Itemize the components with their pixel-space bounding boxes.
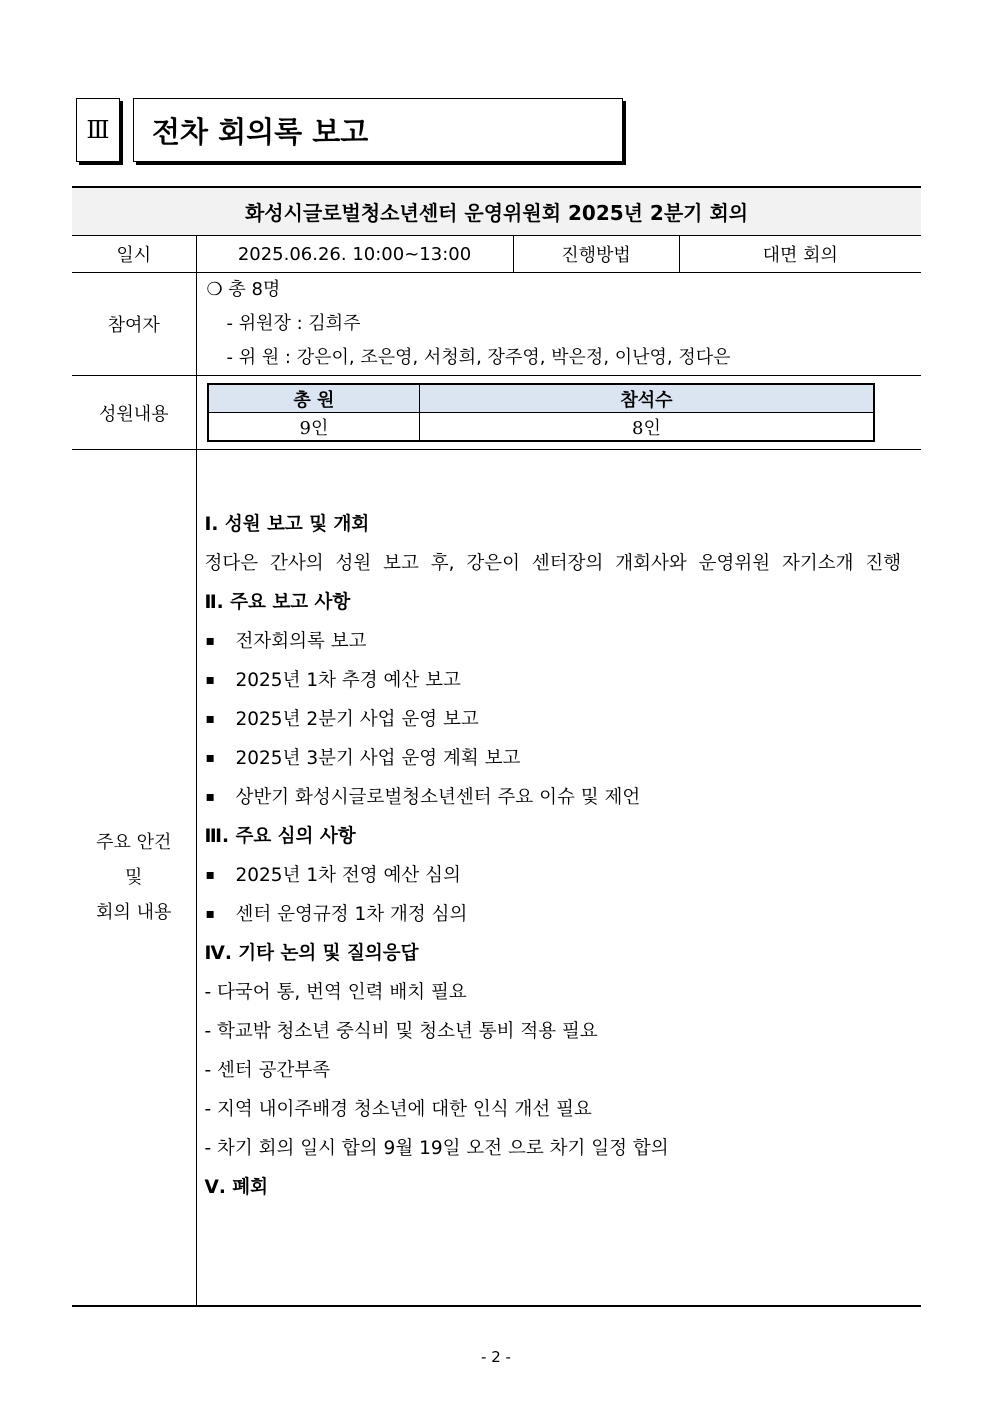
section-3-heading: Ⅲ. 주요 심의 사항 (204, 826, 356, 847)
attendees-row (72, 273, 921, 376)
discussion-item: - 센터 공간부족 (204, 1060, 331, 1081)
section-numeral: Ⅲ (86, 116, 110, 144)
section-2-heading: Ⅱ. 주요 보고 사항 (204, 592, 351, 613)
meeting-title-row (72, 187, 921, 236)
agenda-label-line-2: 및 (125, 866, 143, 888)
page-number: - 2 - (481, 1348, 511, 1366)
quorum-total-header: 총 원 (208, 384, 420, 413)
section-title: 전차 회의록 보고 (152, 114, 369, 149)
agenda-row (72, 450, 921, 1306)
attendees-total: ❍ 총 8명 (206, 279, 281, 300)
agenda-label-line-3: 회의 내용 (96, 901, 172, 923)
attendees-members: - 위 원 : 강은이, 조은영, 서청희, 장주영, 박은정, 이난영, 정다은 (226, 347, 731, 368)
discussion-item: - 학교밖 청소년 중식비 및 청소년 통비 적용 필요 (204, 1021, 598, 1042)
datetime-label: 일시 (72, 236, 196, 273)
datetime-row (72, 236, 921, 273)
section-1-heading: Ⅰ. 성원 보고 및 개회 (204, 514, 370, 535)
section-4-heading: Ⅳ. 기타 논의 및 질의응답 (204, 943, 419, 964)
agenda-content (196, 450, 921, 1306)
discussion-item: - 차기 회의 일시 합의 9월 19일 오전 으로 차기 일정 합의 (204, 1138, 669, 1159)
discussion-item: - 지역 내이주배경 청소년에 대한 인식 개선 필요 (204, 1099, 592, 1120)
attendees-cell (196, 273, 921, 376)
meeting-title: 화성시글로벌청소년센터 운영위원회 2025년 2분기 회의 (72, 187, 921, 236)
method-value: 대면 회의 (679, 236, 921, 273)
report-item: ▪ 상반기 화성시글로벌청소년센터 주요 이슈 및 제언 (205, 778, 914, 817)
quorum-value-row (208, 413, 874, 442)
section-5-heading: Ⅴ. 폐회 (204, 1177, 269, 1198)
attendees-chair: - 위원장 : 김희주 (226, 313, 361, 334)
quorum-label: 성원내용 (72, 376, 196, 450)
report-item: ▪ 2025년 3분기 사업 운영 계획 보고 (205, 739, 914, 778)
quorum-cell (196, 376, 921, 450)
deliberation-item: ▪ 2025년 1차 전영 예산 심의 (205, 856, 914, 895)
quorum-header-row (208, 384, 874, 413)
attendees-label: 참여자 (72, 273, 196, 376)
meeting-minutes-table (72, 186, 921, 1307)
quorum-present-header: 참석수 (420, 384, 874, 413)
quorum-present-value: 8인 (420, 413, 874, 442)
method-label: 진행방법 (513, 236, 679, 273)
section-1-text: 정다은 간사의 성원 보고 후, 강은이 센터장의 개회사와 운영위원 자기소개 진행 (204, 553, 902, 574)
deliberation-item: ▪ 센터 운영규정 1차 개정 심의 (205, 895, 914, 934)
section-title-box (133, 98, 623, 162)
agenda-label (72, 450, 196, 1306)
section-numeral-box (76, 98, 120, 162)
report-item: ▪ 2025년 2분기 사업 운영 보고 (205, 700, 914, 739)
quorum-row (72, 376, 921, 450)
datetime-value: 2025.06.26. 10:00~13:00 (196, 236, 513, 273)
discussion-item: - 다국어 통, 번역 인력 배치 필요 (204, 982, 467, 1003)
report-item: ▪ 2025년 1차 추경 예산 보고 (205, 661, 914, 700)
quorum-table (207, 383, 875, 442)
quorum-total-value: 9인 (208, 413, 420, 442)
agenda-label-line-1: 주요 안건 (96, 831, 172, 853)
report-item: ▪ 전자회의록 보고 (205, 622, 914, 661)
